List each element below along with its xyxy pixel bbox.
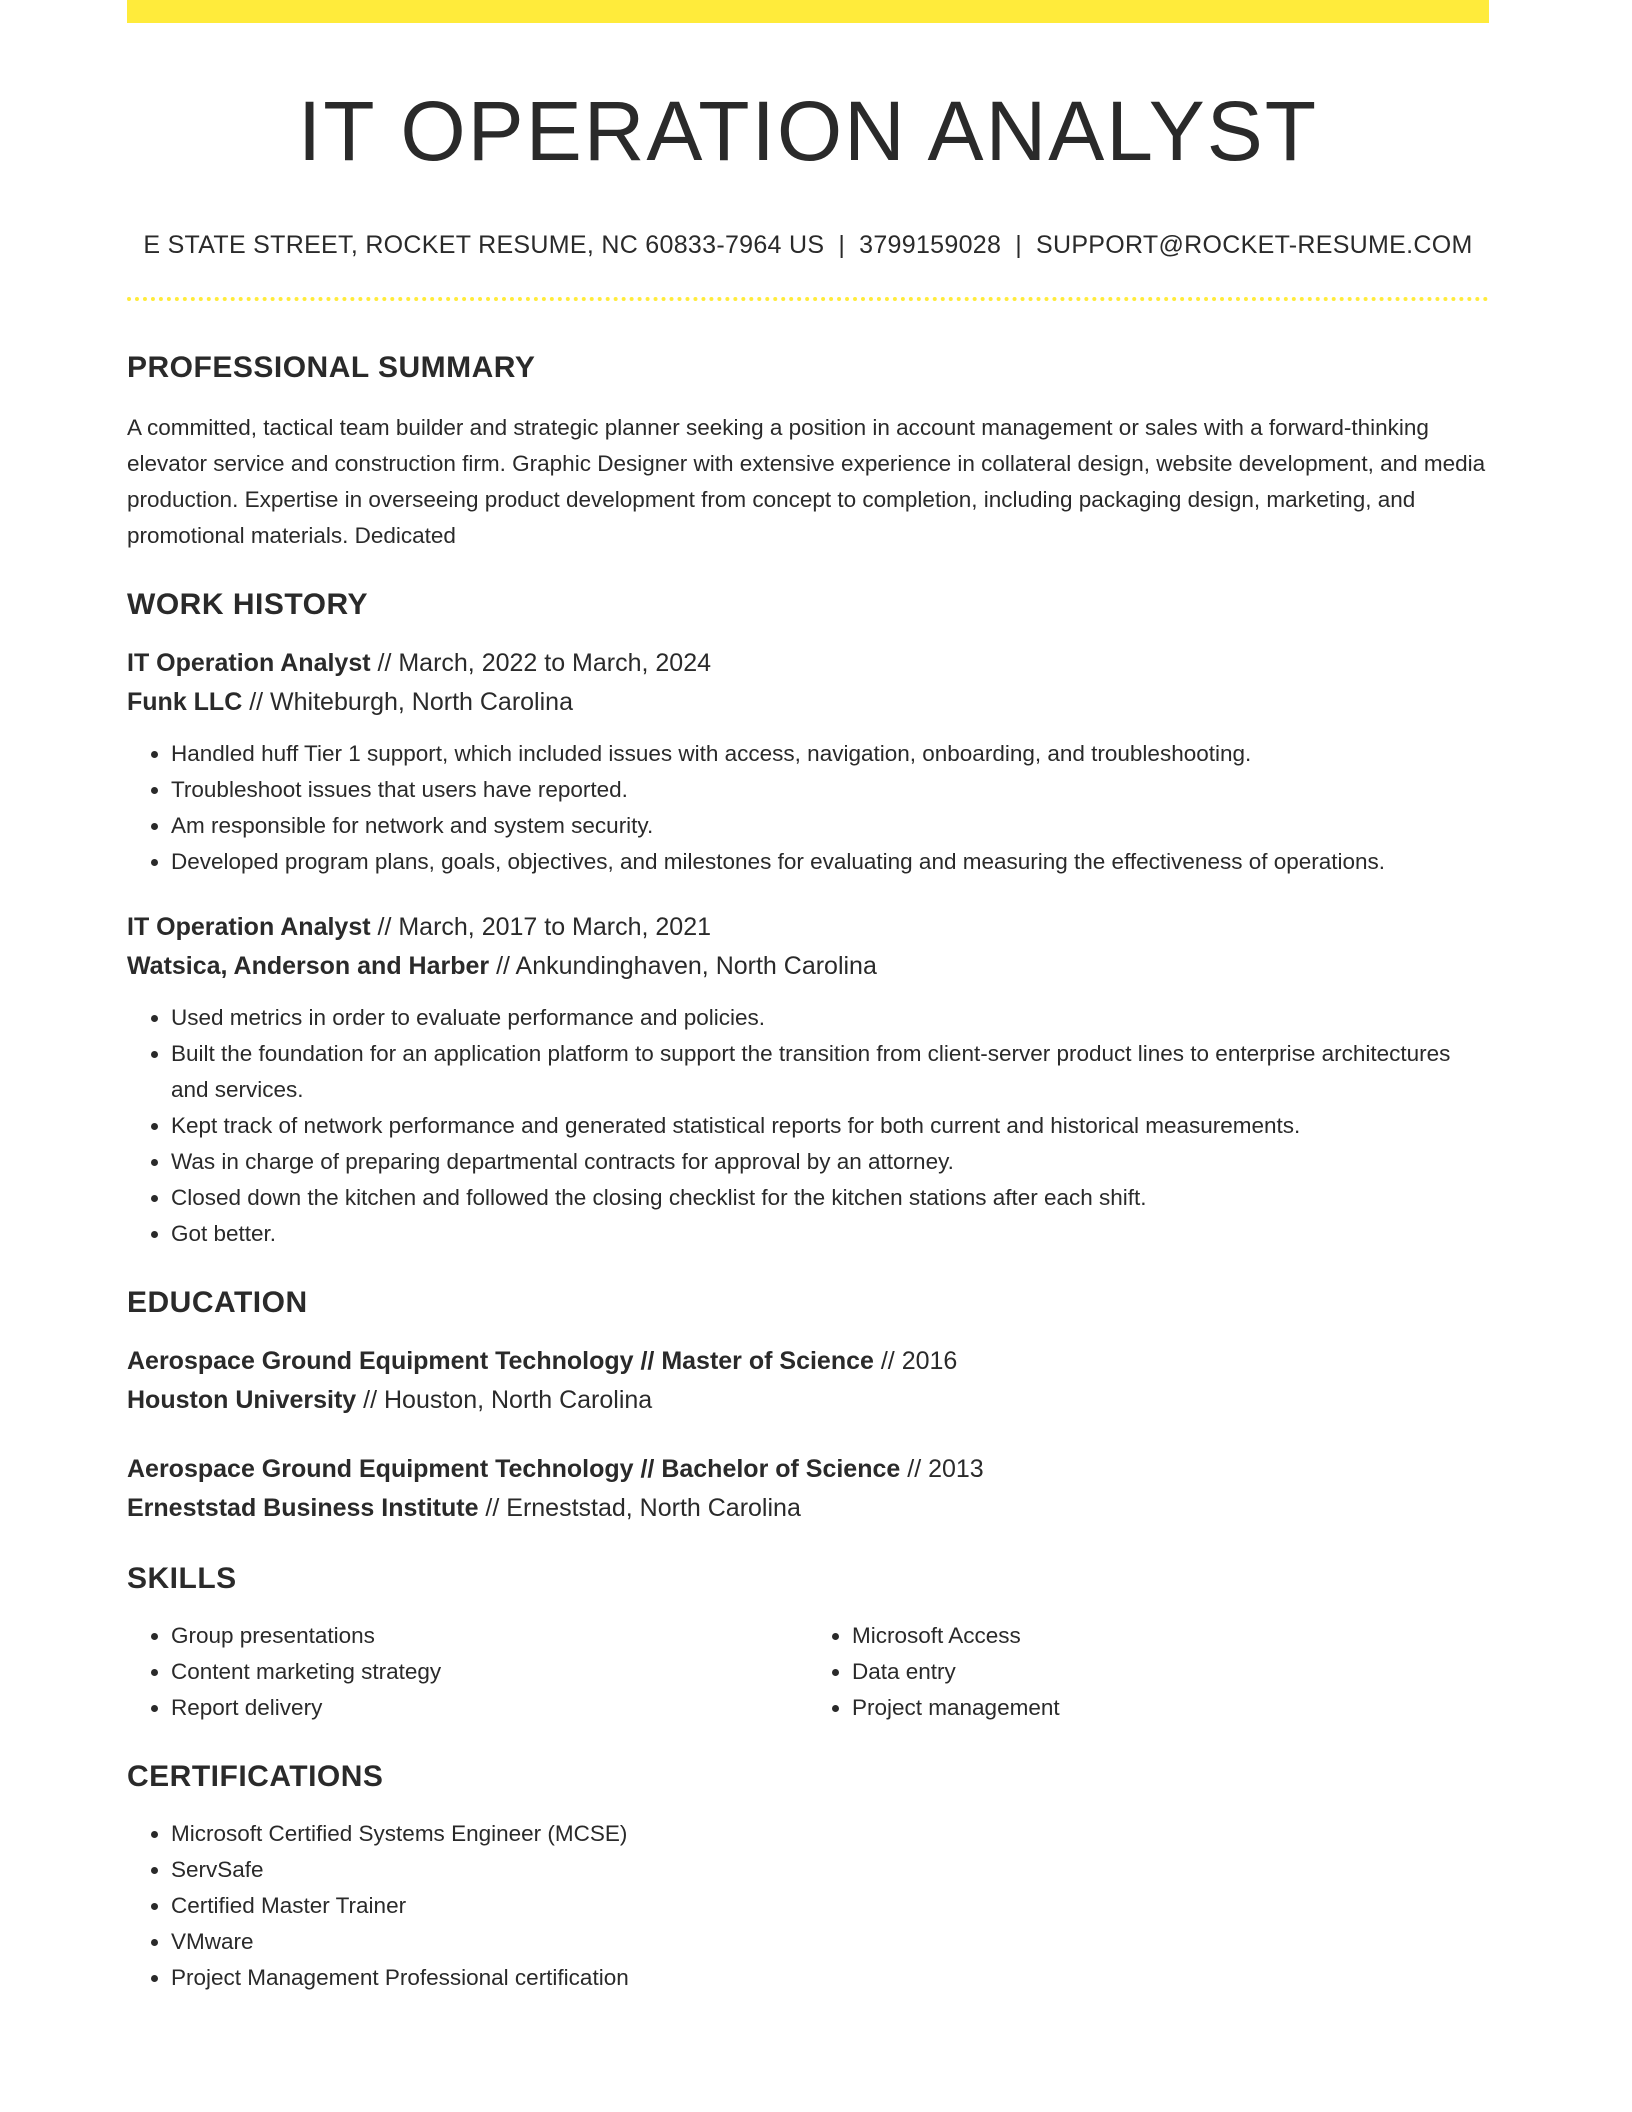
job-dates: // March, 2017 to March, 2021 (370, 913, 712, 942)
job-title-line (127, 908, 1489, 947)
job-position: IT Operation Analyst (127, 649, 371, 678)
list-item: • Used metrics in order to evaluate performance and policies. (171, 1000, 1489, 1036)
list-item: • ServSafe (171, 1852, 1489, 1888)
list-item: • Got better. (171, 1216, 1489, 1252)
list-item: • Built the foundation for an application platform to support the transition from client-server product lines to enterprise architectures and services. (171, 1036, 1489, 1108)
list-item: • Project Management Professional certification (171, 1960, 1489, 1996)
section-title-summary: PROFESSIONAL SUMMARY (127, 351, 536, 385)
education-entry (127, 1342, 1489, 1420)
list-item: • Certified Master Trainer (171, 1888, 1489, 1924)
job-dates: // March, 2022 to March, 2024 (370, 649, 712, 678)
job-title-line (127, 644, 1489, 683)
list-item: • Report delivery (171, 1690, 808, 1726)
education-degree-line (127, 1342, 1489, 1381)
contact-separator: | (1015, 231, 1022, 260)
education-year: // 2013 (900, 1455, 984, 1484)
list-item: • Microsoft Certified Systems Engineer (MCSE) (171, 1816, 1489, 1852)
education-year: // 2016 (873, 1347, 958, 1376)
section-title-skills: SKILLS (127, 1562, 237, 1596)
education-school-line (127, 1381, 1489, 1420)
list-item: • Am responsible for network and system security. (171, 808, 1489, 844)
list-item: • Group presentations (171, 1618, 808, 1654)
job-company: Watsica, Anderson and Harber (127, 952, 490, 981)
resume-title: IT OPERATION ANALYST (297, 84, 1319, 178)
list-item: • Kept track of network performance and generated statistical reports for both current and historical measurements. (171, 1108, 1489, 1144)
education-degree: Aerospace Ground Equipment Technology // Master of Science (127, 1347, 874, 1376)
job-entry (127, 644, 1489, 880)
education-location: // Erneststad, North Carolina (478, 1494, 801, 1523)
job-entry (127, 908, 1489, 1252)
list-item: • Troubleshoot issues that users have reported. (171, 772, 1489, 808)
job-location: // Whiteburgh, North Carolina (242, 688, 573, 717)
job-location: // Ankundinghaven, North Carolina (489, 952, 877, 981)
summary-text: A committed, tactical team builder and strategic planner seeking a position in account management or sales with a forward-thinking elevator service and construction firm. Graphic Designer with extensive experience in collateral design, website development, and media production. Expertise in overseeing product development from concept to completion, including packaging design, marketing, and promotional materials. Dedicated (127, 415, 1486, 549)
top-accent-bar (127, 0, 1489, 23)
section-title-work-history: WORK HISTORY (127, 588, 369, 622)
contact-phone: 3799159028 (859, 231, 1002, 260)
section-title-education: EDUCATION (127, 1286, 308, 1320)
certifications-list (127, 1816, 1489, 1996)
education-degree-line (127, 1450, 1489, 1489)
dotted-divider (127, 297, 1489, 301)
list-item: • Microsoft Access (852, 1618, 1489, 1654)
list-item: • Handled huff Tier 1 support, which included issues with access, navigation, onboarding, and troubleshooting. (171, 736, 1489, 772)
education-school: Erneststad Business Institute (127, 1494, 479, 1523)
education-school-line (127, 1489, 1489, 1528)
section-title-certifications: CERTIFICATIONS (127, 1760, 384, 1794)
job-bullets (127, 1000, 1489, 1252)
list-item: • Developed program plans, goals, objectives, and milestones for evaluating and measuring the effectiveness of operations. (171, 844, 1489, 880)
contact-address: E STATE STREET, ROCKET RESUME, NC 60833-7964 US (143, 231, 825, 260)
education-school: Houston University (127, 1386, 357, 1415)
contact-line (127, 231, 1489, 260)
list-item: • Was in charge of preparing departmental contracts for approval by an attorney. (171, 1144, 1489, 1180)
skills-left-column (127, 1618, 808, 1726)
contact-separator: | (838, 231, 846, 260)
list-item: • VMware (171, 1924, 1489, 1960)
list-item: • Project management (852, 1690, 1489, 1726)
skills-grid (127, 1618, 1489, 1726)
list-item: • Data entry (852, 1654, 1489, 1690)
contact-email: SUPPORT@ROCKET-RESUME.COM (1035, 231, 1473, 260)
job-bullets (127, 736, 1489, 880)
job-company-line (127, 683, 1489, 722)
resume-page (127, 0, 1489, 1996)
job-company-line (127, 947, 1489, 986)
list-item: • Content marketing strategy (171, 1654, 808, 1690)
job-position: IT Operation Analyst (127, 913, 371, 942)
list-item: • Closed down the kitchen and followed the closing checklist for the kitchen stations after each shift. (171, 1180, 1489, 1216)
skills-right-column (808, 1618, 1489, 1726)
education-degree: Aerospace Ground Equipment Technology // Bachelor of Science (127, 1455, 901, 1484)
job-company: Funk LLC (127, 688, 243, 717)
education-entry (127, 1450, 1489, 1528)
education-location: // Houston, North Carolina (356, 1386, 653, 1415)
